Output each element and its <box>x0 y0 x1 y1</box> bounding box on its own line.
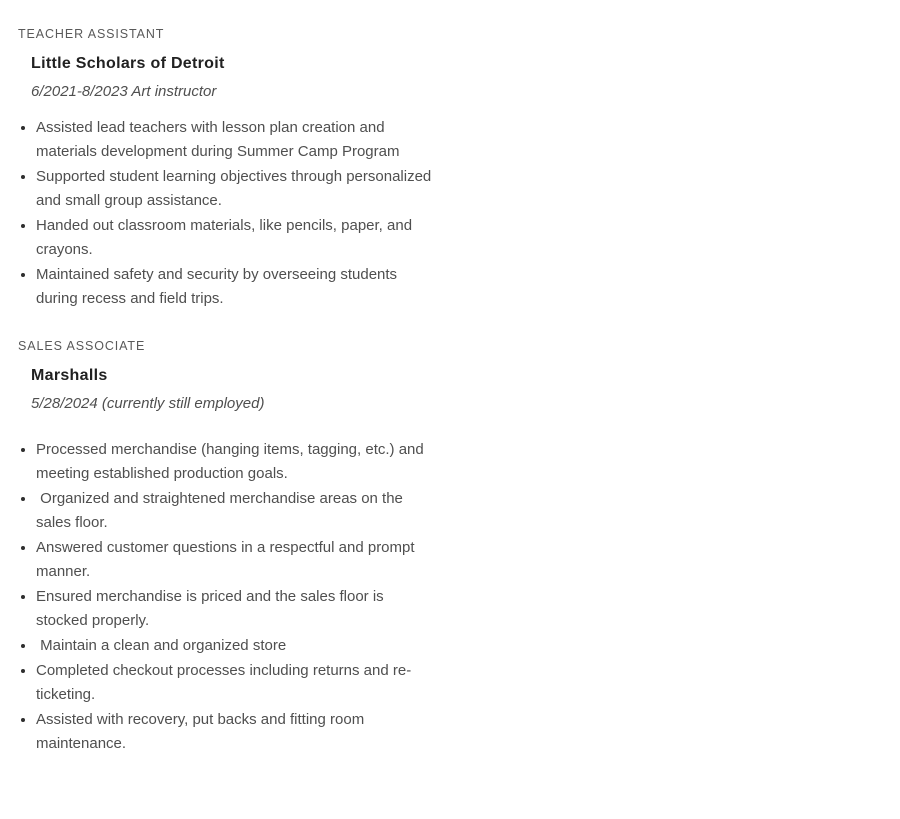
duty-list <box>18 115 900 311</box>
duty-item: • Organized and straightened merchandise areas on the sales floor. <box>36 486 438 535</box>
experience-entry-teacher-assistant <box>18 27 900 311</box>
duty-item: • Supported student learning objectives through personalized and small group assistance. <box>36 164 438 213</box>
duty-item: • Ensured merchandise is priced and the sales floor is stocked properly. <box>36 584 438 633</box>
experience-entry-sales-associate <box>18 339 900 756</box>
employment-dates: 6/2021-8/2023 Art instructor <box>31 83 217 100</box>
role-label: SALES ASSOCIATE <box>18 339 146 353</box>
company-name: Little Scholars of Detroit <box>31 55 225 72</box>
company-name: Marshalls <box>31 367 108 384</box>
role-label: TEACHER ASSISTANT <box>18 27 165 41</box>
duty-item: • Processed merchandise (hanging items, tagging, etc.) and meeting established production goals. <box>36 437 438 486</box>
duty-list <box>18 437 900 756</box>
duty-item: • Assisted with recovery, put backs and fitting room maintenance. <box>36 707 438 756</box>
duty-item: • Maintained safety and security by overseeing students during recess and field trips. <box>36 262 438 311</box>
duty-item: • Answered customer questions in a respectful and prompt manner. <box>36 535 438 584</box>
duty-item: • Assisted lead teachers with lesson plan creation and materials development during Summer Camp Program <box>36 115 438 164</box>
duty-item: • Handed out classroom materials, like pencils, paper, and crayons. <box>36 213 438 262</box>
duty-item: • Completed checkout processes including returns and re-ticketing. <box>36 658 438 707</box>
duty-item: • Maintain a clean and organized store <box>36 633 438 658</box>
employment-dates: 5/28/2024 (currently still employed) <box>31 395 265 412</box>
